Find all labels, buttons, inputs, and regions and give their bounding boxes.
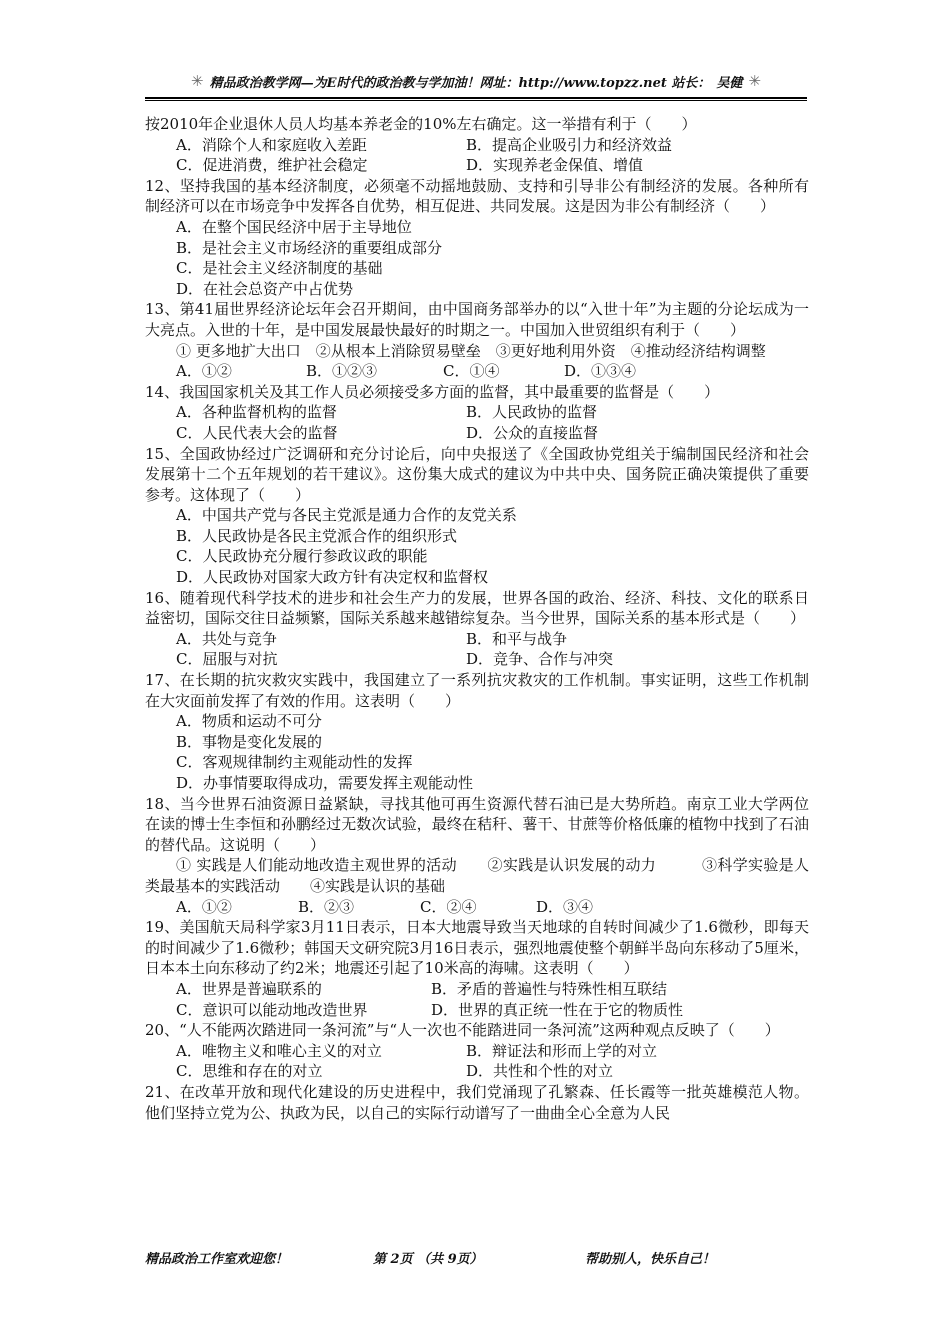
question-19: 19、美国航天局科学家3月11日表示，日本大地震导致当天地球的自转时间减少了1.6微秒，即每天的时间减少了1.6微秒；韩国天文研究院3月16日表示，强烈地震使整个朝鲜半岛向东移动了5厘米，日本本土向东移动了约2米；地震还引起了10米高的海啸。这表明（ ） [145,918,809,978]
option-c: C．思维和存在的对立 [176,1062,323,1081]
question-21: 21、在改革开放和现代化建设的历史进程中，我们党涌现了孔繁森、任长霞等一批英雄模范人物。他们坚持立党为公、执政为民，以自己的实际行动谱写了一曲曲全心全意为人民 [145,1082,809,1122]
option-a: A．世界是普遍联系的 [176,979,322,998]
options-row [145,649,809,670]
option-a: A．唯物主义和唯心主义的对立 [176,1041,382,1060]
option-b: B．辩证法和形而上学的对立 [466,1041,658,1060]
option-b: B．提高企业吸引力和经济效益 [466,135,673,154]
option-a: A．中国共产党与各民主党派是通力合作的友党关系 [176,506,517,525]
option-c: C．促进消费，维护社会稳定 [176,156,368,175]
option-c: C．意识可以能动地改造世界 [176,1000,368,1019]
options-row [145,979,809,1000]
question-15: 15、全国政协经过广泛调研和充分讨论后，向中央报送了《全国政协党组关于编制国民经济和社会发展第十二个五年规划的若干建议》。这份集大成式的建议为中共中央、国务院正确决策提供了重要参考。这体现了（ ） [145,444,809,504]
page-number: 第 2页 （共 9页） [373,1252,483,1267]
option-d: D．竞争、合作与冲突 [466,650,614,669]
page-footer [145,1248,809,1267]
header-rule-thin [145,100,807,101]
option-b: B．矛盾的普遍性与特殊性相互联结 [431,979,668,998]
option-d: D．公众的直接监督 [466,423,599,442]
option-b: B．事物是变化发展的 [176,732,323,751]
option-d: D．办事情要取得成功，需要发挥主观能动性 [176,774,474,792]
option-a: A．消除个人和家庭收入差距 [176,135,367,154]
option-a: A．在整个国民经济中居于主导地位 [176,217,412,236]
option-d: D．共性和个性的对立 [466,1062,614,1081]
webmaster-signature: 吴健 [716,75,743,91]
options-row [145,361,809,382]
option-d: D．③④ [536,897,594,916]
options-row [145,1000,809,1021]
option-d: D．①③④ [564,362,637,381]
option-c: C．屈服与对抗 [176,650,278,669]
header-text: 精品政治教学网—为E时代的政治教与学加油！网址：http://www.topzz.net 站长： [209,75,711,91]
question-17: 17、在长期的抗灾救灾实践中，我国建立了一系列抗灾救灾的工作机制。事实证明，这些工作机制在大灾面前发挥了有效的作用。这表明（ ） [145,671,809,710]
question-14: 14、我国国家机关及其工作人员必须接受多方面的监督，其中最重要的监督是（ ） [145,382,720,401]
star-icon: ✳ [190,72,204,90]
page-content [145,114,809,1123]
option-c: C．人民政协充分履行参政议政的职能 [176,547,428,566]
option-b: B．人民政协的监督 [466,403,598,422]
question-13-statements: ① 更多地扩大出口 ②从根本上消除贸易壁垒 ③更好地利用外资 ④推动经济结构调整 [176,341,766,360]
option-c: C．②④ [420,897,477,916]
options-row [145,1041,809,1062]
option-c: C．客观规律制约主观能动性的发挥 [176,753,413,772]
options-row [145,402,809,423]
question-12: 12、坚持我国的基本经济制度，必须毫不动摇地鼓励、支持和引导非公有制经济的发展。各种所有制经济可以在市场竞争中发挥各自优势，相互促进、共同发展。这是因为非公有制经济（ ） [145,176,809,216]
option-d: D．世界的真正统一性在于它的物质性 [431,1000,684,1019]
header-rule-thick [145,97,807,99]
question-16: 16、随着现代科学技术的进步和社会生产力的发展，世界各国的政治、经济、科技、文化的联系日益密切，国际交往日益频繁，国际关系越来越错综复杂。当今世界，国际关系的基本形式是（ ） [145,588,809,628]
question-13: 13、第41届世界经济论坛年会召开期间，由中国商务部举办的以“入世十年”为主题的分论坛成为一大亮点。入世的十年，是中国发展最快最好的时期之一。中国加入世贸组织有利于（ ） [145,300,809,339]
option-c: C．①④ [443,362,500,381]
options-row [145,155,809,176]
option-c: C．人民代表大会的监督 [176,423,338,442]
footer-welcome: 精品政治工作室欢迎您！ [145,1252,289,1267]
option-b: B．和平与战争 [466,629,568,648]
option-a: A．①② [176,897,232,916]
option-a: A．①② [176,362,232,381]
star-icon: ✳ [748,72,762,90]
option-a: A．共处与竞争 [176,629,277,648]
options-row [145,423,809,444]
question-18-statements: ① 实践是人们能动地改造主观世界的活动 ②实践是认识发展的动力 ③科学实验是人类最基本的实践活动 ④实践是认识的基础 [145,856,809,895]
options-row [145,1061,809,1082]
option-b: B．是社会主义市场经济的重要组成部分 [176,238,443,257]
page-header [145,66,807,96]
option-d: D．在社会总资产中占优势 [176,279,354,298]
option-d: D．实现养老金保值、增值 [466,156,644,175]
option-b: B．①②③ [306,362,378,381]
options-row [145,897,809,918]
option-a: A．物质和运动不可分 [176,712,322,731]
question-20: 20、“人不能两次踏进同一条河流”与“人一次也不能踏进同一条河流”这两种观点反映了（ ） [145,1021,780,1040]
options-row [145,629,809,650]
question-18: 18、当今世界石油资源日益紧缺，寻找其他可再生资源代替石油已是大势所趋。南京工业大学两位在读的博士生李恒和孙鹏经过无数次试验，最终在秸秆、薯干、甘蔗等价格低廉的植物中找到了石油的替代品。这说明（ ） [145,794,809,854]
option-b: B．人民政协是各民主党派合作的组织形式 [176,526,458,545]
option-a: A．各种监督机构的监督 [176,403,337,422]
question-11-tail: 按2010年企业退休人员人均基本养老金的10%左右确定。这一举措有利于（ ） [145,115,697,133]
option-c: C．是社会主义经济制度的基础 [176,259,383,278]
option-b: B．②③ [298,897,355,916]
option-d: D．人民政协对国家大政方针有决定权和监督权 [176,568,489,587]
options-row [145,135,809,156]
footer-motto: 帮助别人，快乐自己！ [585,1252,716,1267]
